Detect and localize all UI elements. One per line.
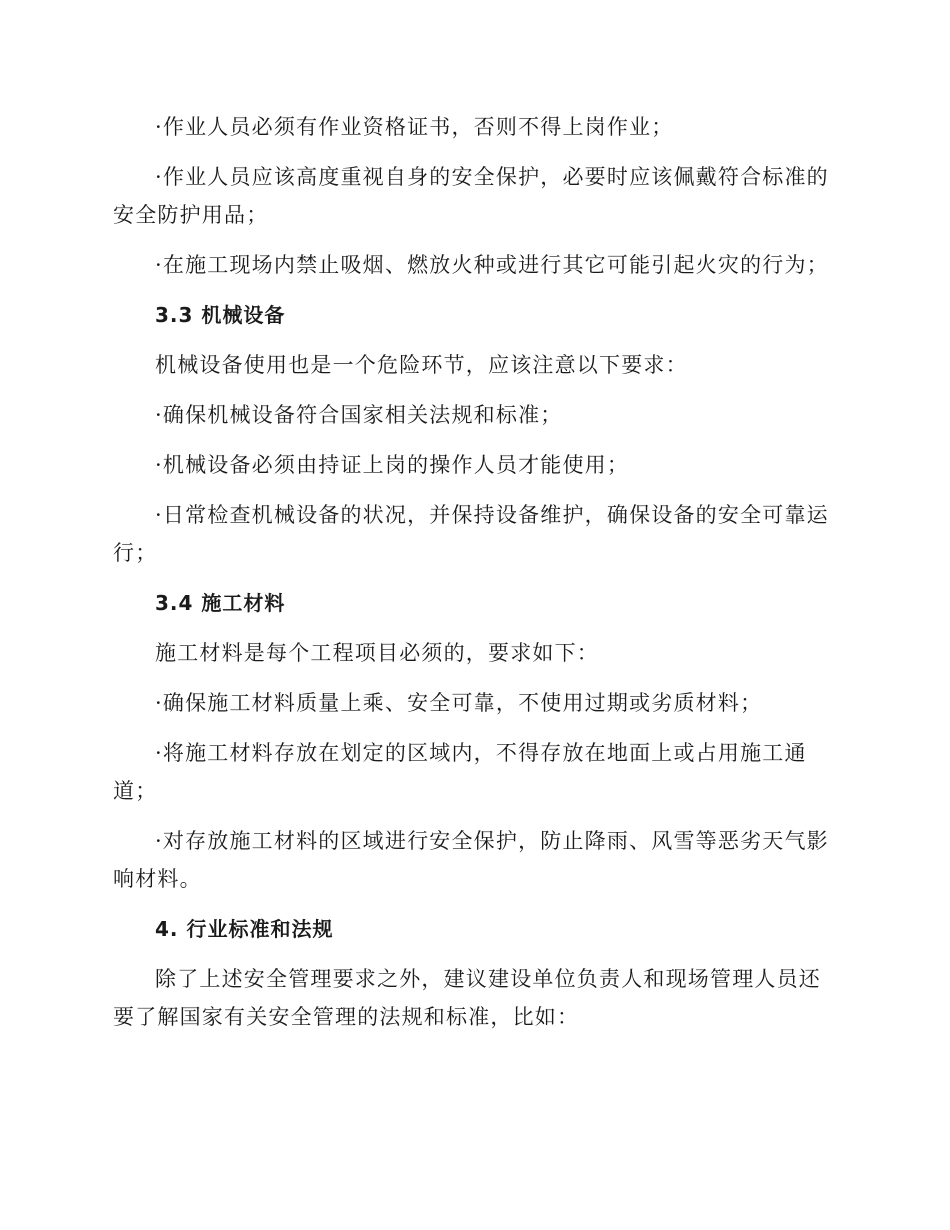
bullet-material-quality: ·确保施工材料质量上乘、安全可靠，不使用过期或劣质材料；	[155, 691, 763, 715]
section-heading-machinery: 3.3 机械设备	[155, 303, 286, 327]
bullet-no-smoking: ·在施工现场内禁止吸烟、燃放火种或进行其它可能引起火灾的行为；	[155, 253, 829, 277]
bullet-qualification-certificate: ·作业人员必须有作业资格证书，否则不得上岗作业；	[155, 115, 674, 139]
bullet-personal-protection: ·作业人员应该高度重视自身的安全保护，必要时应该佩戴符合标准的安全防护用品；	[113, 165, 829, 227]
bullet-daily-inspection: ·日常检查机械设备的状况，并保持设备维护，确保设备的安全可靠运行；	[113, 503, 829, 565]
machinery-intro: 机械设备使用也是一个危险环节，应该注意以下要求：	[155, 353, 688, 377]
bullet-machinery-standards: ·确保机械设备符合国家相关法规和标准；	[155, 403, 563, 427]
materials-intro: 施工材料是每个工程项目必须的，要求如下：	[155, 641, 599, 665]
document-body	[113, 108, 833, 1036]
section-heading-materials: 3.4 施工材料	[155, 591, 286, 615]
section-heading-standards: 4. 行业标准和法规	[155, 917, 334, 941]
standards-intro: 除了上述安全管理要求之外，建议建设单位负责人和现场管理人员还要了解国家有关安全管理的法规和标准，比如：	[113, 967, 821, 1029]
bullet-certified-operators: ·机械设备必须由持证上岗的操作人员才能使用；	[155, 453, 630, 477]
bullet-material-storage: ·将施工材料存放在划定的区域内，不得存放在地面上或占用施工通道；	[113, 741, 807, 803]
bullet-storage-protection: ·对存放施工材料的区域进行安全保护，防止降雨、风雪等恶劣天气影响材料。	[113, 829, 829, 891]
